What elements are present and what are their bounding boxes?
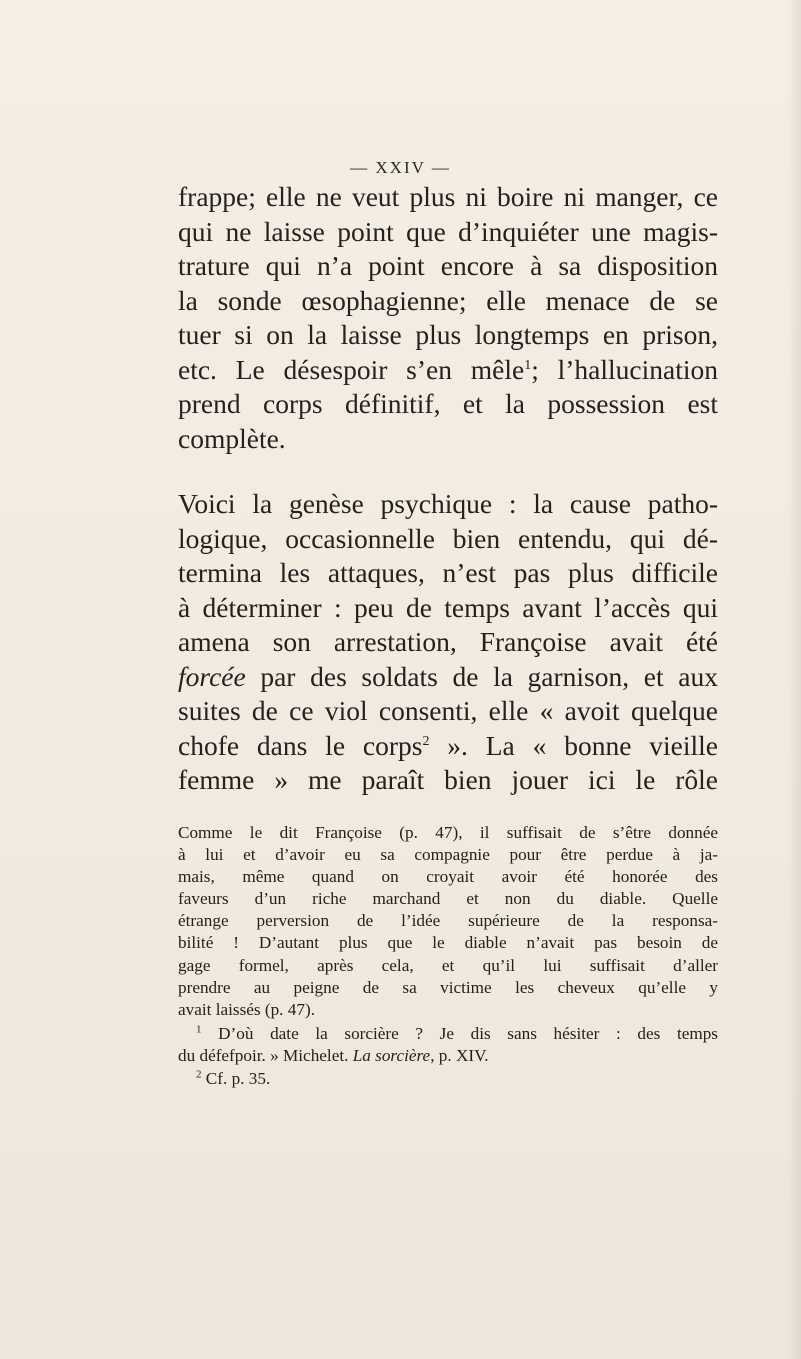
footnote-number: 1 [196,1023,202,1036]
text-line: Voici la genèse psychique : la cause patho- [178,488,718,519]
text-segment: par des soldats de la garnison, et aux [245,660,718,692]
text-line: complète. [178,422,286,454]
text-segment: , p. XIV. [430,1046,489,1066]
footnote-line: gage formel, après cela, et qu’il lui suffisait d’aller [178,955,718,975]
italic-word: forcée [178,660,246,692]
text-line: la sonde œsophagienne; elle menace de se [178,284,718,316]
body-text [178,180,718,1090]
text-line: tuer si on la laisse plus longtemps en prison, [178,319,718,350]
text-line: frappe; elle ne veut plus ni boire ni manger, ce [178,181,718,212]
footnote-line: bilité ! D’autant plus que le diable n’avait pas besoin de [178,933,718,953]
footnote-line: prendre au peigne de sa victime les cheveux qu’elle y [178,977,718,997]
footnote-line [178,1068,718,1090]
text-line: amena son arrestation, Françoise avait été [178,626,718,657]
text-line: à déterminer : peu de temps avant l’accès qui [178,591,718,623]
text-segment: Cf. p. 35. [201,1068,271,1088]
text-line [178,353,718,388]
text-line [178,729,718,764]
footnote-number: 2 [196,1067,202,1080]
text-segment: chofe dans le corps [178,729,423,761]
text-line: termina les attaques, n’est pas plus difficile [178,557,718,588]
footnote-line: faveurs d’un riche marchand et non du diable. Quelle [178,889,718,909]
text-segment: ». La « bonne vieille [429,729,718,761]
footnote-line: avait laissés (p. 47). [178,1000,315,1019]
text-line [178,660,718,695]
text-segment: du défefpoir. » Michelet. [178,1046,353,1066]
footnote-ref-1: 1 [524,357,532,373]
footnote-2 [178,1068,718,1090]
footnote-line: Comme le dit Françoise (p. 47), il suffisait de s’être donnée [178,822,718,842]
italic-title: La sorcière [352,1046,431,1066]
text-line: prend corps définitif, et la possession est [178,388,718,419]
footnotes [178,822,718,1090]
text-segment: D’où date la sorcière ? Je dis sans hésiter : des temps [201,1024,718,1044]
text-line: suites de ce viol consenti, elle « avoit quelque [178,695,718,726]
paragraph-2 [178,487,718,798]
text-line: femme » me paraît bien jouer ici le rôle [178,764,718,795]
footnote-line: à lui et d’avoir eu sa compagnie pour être perdue à ja- [178,844,718,864]
footnote-line: étrange perversion de l’idée supérieure de la responsa- [178,911,718,931]
footnote-continuation [178,822,718,1022]
text-line: trature qui n’a point encore à sa disposition [178,250,718,281]
text-line: logique, occasionnelle bien entendu, qui dé- [178,522,718,554]
text-segment: etc. Le désespoir s’en mêle [178,353,525,385]
footnote-line [178,1023,718,1045]
text-line: qui ne laisse point que d’inquiéter une magis- [178,215,718,247]
paragraph-gap [178,456,718,487]
footnote-ref-2: 2 [422,733,430,749]
text-segment: ; l’hallucination [531,353,718,385]
paragraph-1 [178,180,718,456]
footnote-line [178,1045,718,1067]
running-head-page-number: — XXIV — [350,158,451,177]
footnote-line: mais, même quand on croyait avoir été honorée des [178,866,718,886]
footnote-1 [178,1023,718,1067]
